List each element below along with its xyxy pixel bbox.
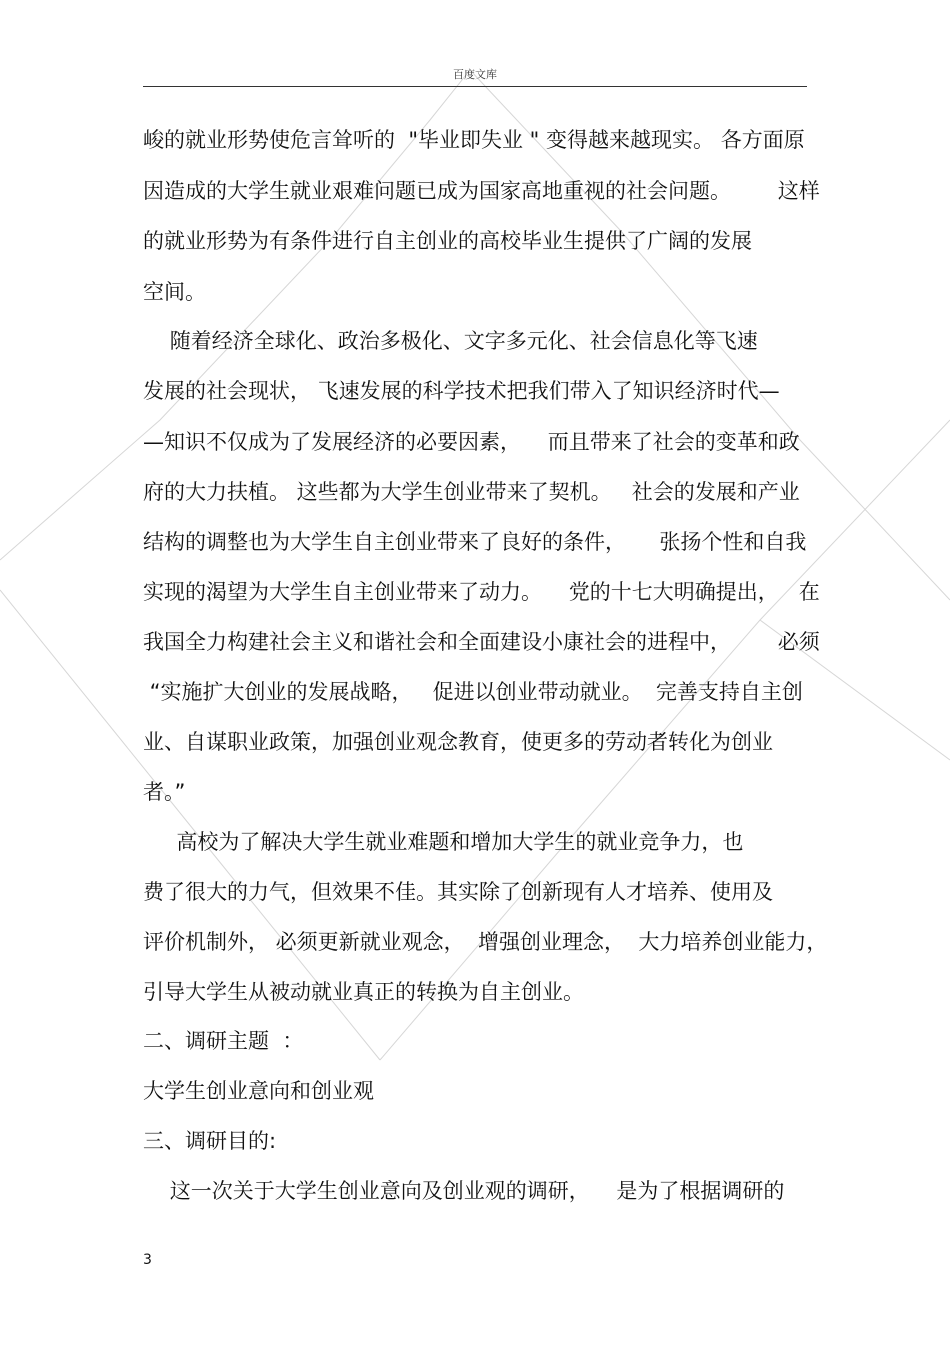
- body-line: 者。”: [143, 780, 186, 804]
- body-line: 引导大学生从被动就业真正的转换为自主创业。: [143, 980, 584, 1004]
- body-line: 空间。: [143, 280, 206, 304]
- body-line: 随着经济全球化、政治多极化、文字多元化、社会信息化等飞速: [143, 329, 758, 353]
- body-line: —知识不仅成为了发展经济的必要因素， 而且带来了社会的变革和政: [143, 430, 800, 454]
- page-number: 3: [143, 1252, 152, 1268]
- body-line: 因造成的大学生就业艰难问题已成为国家高地重视的社会问题。 这样: [143, 179, 820, 203]
- section-heading: 三、调研目的:: [143, 1129, 277, 1153]
- body-line: 业、自谋职业政策，加强创业观念教育，使更多的劳动者转化为创业: [143, 730, 773, 754]
- body-line: 的就业形势为有条件进行自主创业的高校毕业生提供了广阔的发展: [143, 229, 752, 253]
- body-line: 评价机制外， 必须更新就业观念， 增强创业理念， 大力培养创业能力，: [143, 930, 828, 954]
- body-line: 峻的就业形势使危言耸听的 "毕业即失业 " 变得越来越现实。 各方面原: [143, 128, 805, 152]
- section-heading: 二、调研主题 ：: [143, 1029, 304, 1053]
- body-line: 我国全力构建社会主义和谐社会和全面建设小康社会的进程中， 必须: [143, 630, 820, 654]
- body-line: 费了很大的力气，但效果不佳。其实除了创新现有人才培养、使用及: [143, 880, 773, 904]
- document-header-title: 百度文库: [453, 68, 497, 81]
- body-line: 结构的调整也为大学生自主创业带来了良好的条件， 张扬个性和自我: [143, 530, 807, 554]
- body-line: 实现的渴望为大学生自主创业带来了动力。 党的十七大明确提出， 在: [143, 580, 820, 604]
- body-line: 大学生创业意向和创业观: [143, 1079, 374, 1103]
- body-line: 高校为了解决大学生就业难题和增加大学生的就业竞争力，也: [143, 830, 744, 854]
- body-line: 府的大力扶植。 这些都为大学生创业带来了契机。 社会的发展和产业: [143, 480, 800, 504]
- body-line: “实施扩大创业的发展战略， 促进以创业带动就业。 完善支持自主创: [143, 680, 803, 704]
- body-line: 发展的社会现状， 飞速发展的科学技术把我们带入了知识经济时代—: [143, 379, 780, 403]
- body-line: 这一次关于大学生创业意向及创业观的调研， 是为了根据调研的: [143, 1179, 785, 1203]
- header-divider: [143, 86, 807, 87]
